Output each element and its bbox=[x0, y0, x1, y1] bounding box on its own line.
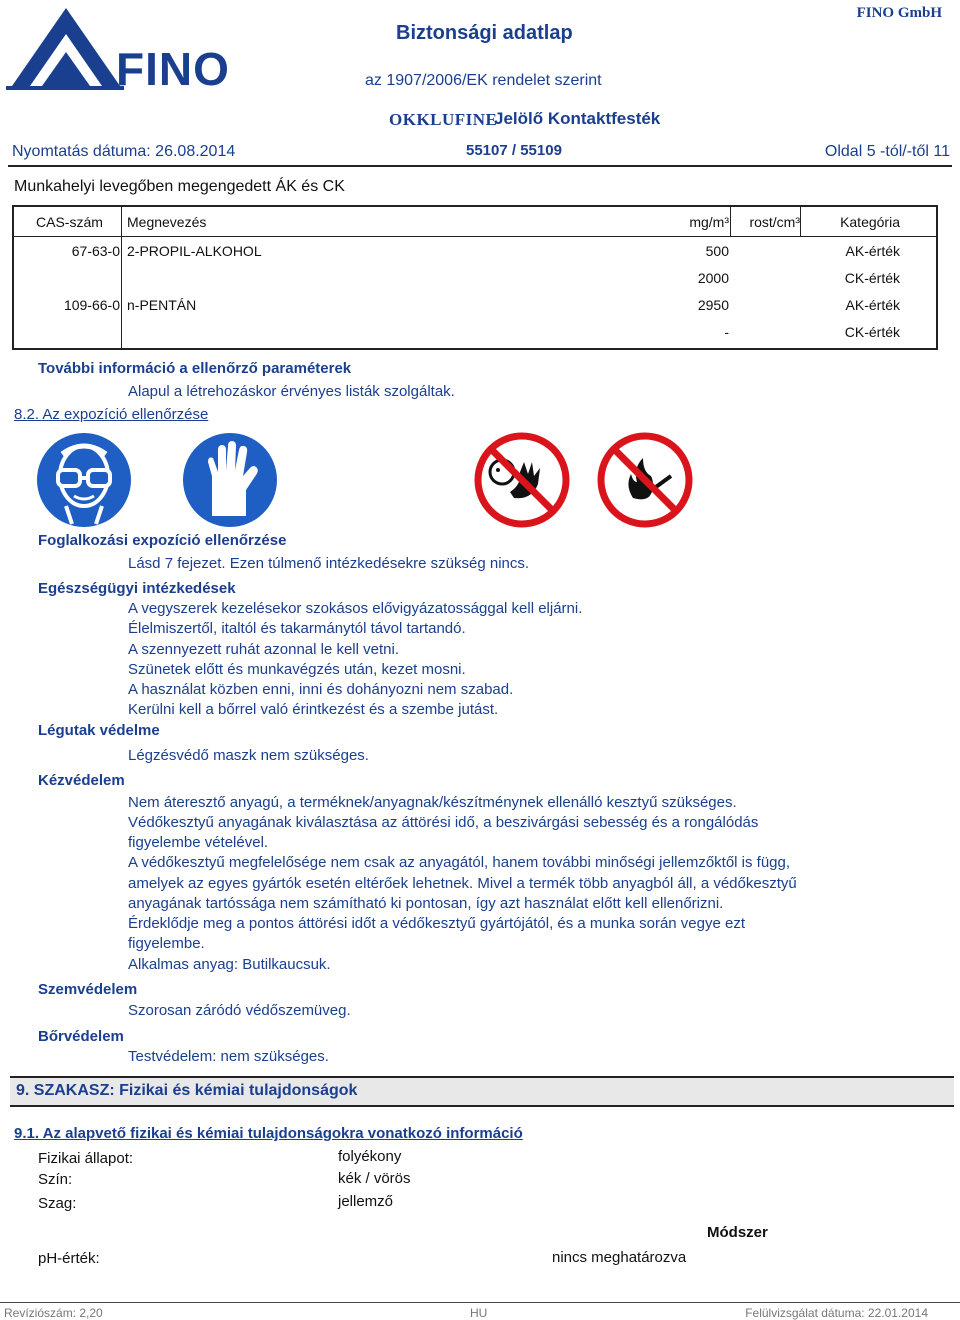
header-divider bbox=[8, 165, 952, 167]
hygiene-line: A vegyszerek kezelésekor szokásos elővigyázatossággal kell eljárni. bbox=[128, 600, 583, 617]
respiratory-text: Légzésvédő maszk nem szükséges. bbox=[128, 747, 369, 764]
no-access-icon bbox=[474, 432, 570, 528]
hand-heading: Kézvédelem bbox=[38, 772, 125, 789]
col-header-mg: mg/m³ bbox=[689, 214, 729, 230]
method-column-header: Módszer bbox=[707, 1224, 768, 1241]
ph-value: nincs meghatározva bbox=[552, 1249, 687, 1266]
col-header-name: Megnevezés bbox=[127, 214, 207, 230]
cell-category: CK-érték bbox=[844, 324, 900, 340]
hygiene-line: A szennyezett ruhát azonnal le kell vetni. bbox=[128, 641, 399, 658]
section-9-1-heading: 9.1. Az alapvető fizikai és kémiai tulajdonságokra vonatkozó információ bbox=[14, 1125, 523, 1142]
hygiene-line: Szünetek előtt és munkavégzés után, kezet mosni. bbox=[128, 661, 466, 678]
company-name: FINO GmbH bbox=[856, 5, 942, 21]
hand-protection-icon bbox=[182, 432, 278, 528]
property-value: jellemző bbox=[338, 1193, 394, 1210]
hygiene-line: A használat közben enni, inni és dohányozni nem szabad. bbox=[128, 681, 514, 698]
logo-text: FINO bbox=[116, 43, 230, 95]
col-header-cas: CAS-szám bbox=[36, 214, 103, 230]
eye-heading: Szemvédelem bbox=[38, 981, 138, 998]
eye-text: Szorosan záródó védőszemüveg. bbox=[128, 1002, 351, 1019]
hand-line: figyelembe. bbox=[128, 935, 205, 952]
cell-mg: 2950 bbox=[697, 297, 729, 313]
property-label: Fizikai állapot: bbox=[38, 1150, 134, 1167]
hand-line: A védőkesztyű megfelelősége nem csak az anyagától, hanem további minőségi jellemzőktől is függ, bbox=[128, 854, 791, 871]
property-value: folyékony bbox=[338, 1148, 402, 1165]
respiratory-heading: Légutak védelme bbox=[38, 722, 160, 739]
table-col-divider bbox=[730, 207, 731, 236]
section-9-bar bbox=[10, 1076, 954, 1107]
revision-number: Revíziószám: 2,20 bbox=[4, 1306, 103, 1320]
occupational-text: Lásd 7 fejezet. Ezen túlmenő intézkedésekre szükség nincs. bbox=[128, 555, 530, 572]
table-col-divider bbox=[800, 207, 801, 236]
product-name: Jelölő Kontaktfesték bbox=[494, 109, 661, 128]
skin-text: Testvédelem: nem szükséges. bbox=[128, 1048, 329, 1065]
no-open-flame-icon bbox=[597, 432, 693, 528]
document-subtitle: az 1907/2006/EK rendelet szerint bbox=[365, 72, 602, 89]
document-title: Biztonsági adatlap bbox=[396, 22, 573, 44]
page-number: Oldal 5 -tól/-től 11 bbox=[824, 143, 950, 160]
section-9-heading: 9. SZAKASZ: Fizikai és kémiai tulajdonságok bbox=[16, 1082, 358, 1099]
cell-category: AK-érték bbox=[845, 243, 900, 259]
skin-heading: Bőrvédelem bbox=[38, 1028, 124, 1045]
exposure-limits-table bbox=[12, 205, 938, 350]
language-code: HU bbox=[470, 1306, 488, 1320]
hygiene-heading: Egészségügyi intézkedések bbox=[38, 580, 236, 597]
hand-line: Nem áteresztő anyagú, a terméknek/anyagnak/készítménynek ellenálló kesztyű szükséges. bbox=[128, 794, 737, 811]
property-label: Szag: bbox=[38, 1195, 77, 1212]
hand-line: Érdeklődje meg a pontos áttörési időt a védőkesztyű gyártójától, és a munka során vegye ezt bbox=[128, 915, 746, 932]
hand-line: figyelembe vételével. bbox=[128, 834, 269, 851]
further-info-text: Alapul a létrehozáskor érvényes listák szolgáltak. bbox=[128, 383, 455, 400]
cell-name: 2-PROPIL-ALKOHOL bbox=[127, 243, 262, 259]
table-header-rule bbox=[14, 236, 936, 237]
cell-category: CK-érték bbox=[844, 270, 900, 286]
cell-mg: - bbox=[724, 324, 729, 340]
ph-label: pH-érték: bbox=[38, 1250, 100, 1267]
hygiene-line: Élelmiszertől, italtól és takarmánytól távol tartandó. bbox=[128, 620, 466, 637]
product-numbers: 55107 / 55109 bbox=[466, 142, 562, 159]
table-col-divider bbox=[121, 207, 122, 348]
eye-protection-icon bbox=[36, 432, 132, 528]
cell-name: n-PENTÁN bbox=[127, 297, 197, 313]
hand-line: anyagának tartóssága nem számítható ki pontosan, így azt használat előtt kell ellenőrizni. bbox=[128, 895, 724, 912]
occupational-heading: Foglalkozási expozíció ellenőrzése bbox=[38, 532, 287, 549]
print-date: Nyomtatás dátuma: 26.08.2014 bbox=[12, 143, 236, 160]
property-value: kék / vörös bbox=[338, 1170, 411, 1187]
cell-mg: 2000 bbox=[697, 270, 729, 286]
cell-mg: 500 bbox=[705, 243, 729, 259]
exposure-limits-heading: Munkahelyi levegőben megengedett ÁK és CK bbox=[14, 178, 345, 195]
review-date: Felülvizsgálat dátuma: 22.01.2014 bbox=[745, 1306, 928, 1320]
section-8-2-heading: 8.2. Az expozíció ellenőrzése bbox=[14, 406, 209, 423]
property-label: Szín: bbox=[38, 1171, 73, 1188]
further-info-heading: További információ a ellenőrző paraméterek bbox=[38, 360, 352, 377]
hygiene-line: Kerülni kell a bőrrel való érintkezést és a szembe jutást. bbox=[128, 701, 499, 718]
col-header-fiber: rost/cm³ bbox=[749, 214, 800, 230]
hand-line: Védőkesztyű anyagának kiválasztása az áttörési idő, a beszivárgási sebesség és a rongálódás bbox=[128, 814, 759, 831]
cell-cas: 67-63-0 bbox=[71, 243, 120, 259]
fino-logo bbox=[6, 4, 230, 95]
cell-category: AK-érték bbox=[845, 297, 900, 313]
hand-line: Alkalmas anyag: Butilkaucsuk. bbox=[128, 956, 331, 973]
brand-name: OKKLUFINE bbox=[389, 110, 498, 129]
col-header-category: Kategória bbox=[840, 214, 900, 230]
cell-cas: 109-66-0 bbox=[63, 297, 120, 313]
hand-line: amelyek az egyes gyártók esetén eltérőek lehetnek. Mivel a termék több anyagból áll, a védőkesztyű bbox=[128, 875, 797, 892]
footer-divider bbox=[0, 1302, 960, 1303]
